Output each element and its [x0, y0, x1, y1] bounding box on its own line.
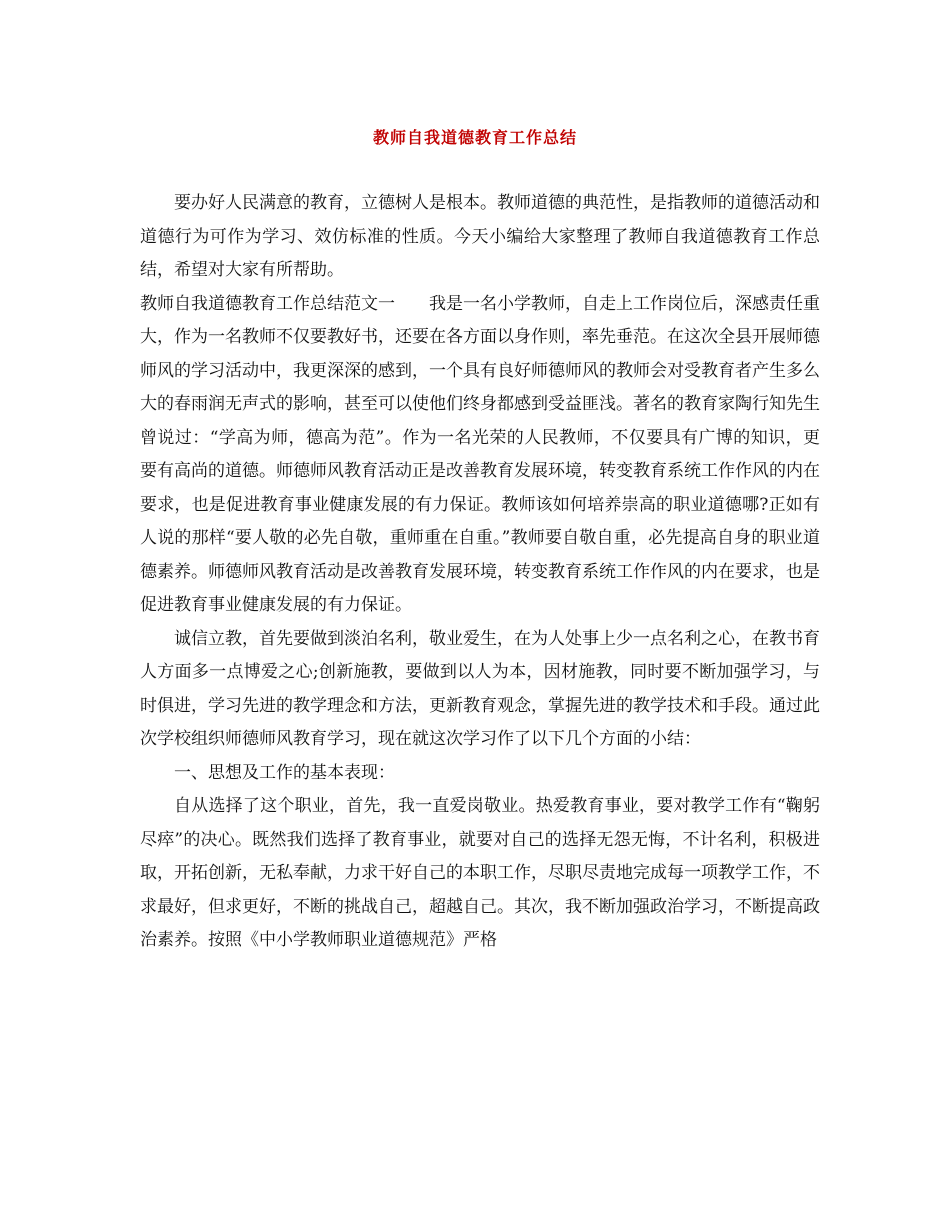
paragraph-intro: 要办好人民满意的教育，立德树人是根本。教师道德的典范性，是指教师的道德活动和道德行为可作为学习、效仿标准的性质。今天小编给大家整理了教师自我道德教育工作总结，希望对大家有所帮助。 — [140, 193, 820, 280]
paragraph-integrity: 诚信立教，首先要做到淡泊名利，敬业爱生，在为人处事上少一点名利之心，在教书育人方面多一点博爱之心;创新施教，要做到以人为本，因材施教，同时要不断加强学习，与时俱进，学习先进的教学理念和方法，更新教育观念，掌握先进的教学技术和手段。通过此次学校组织师德师风教育学习，现在就这次学习作了以下几个方面的小结： — [140, 628, 820, 749]
document-body — [140, 187, 820, 958]
paragraph-dedication: 自从选择了这个职业，首先，我一直爱岗敬业。热爱教育事业，要对教学工作有“鞠躬尽瘁”的决心。既然我们选择了教育事业，就要对自己的选择无怨无悔，不计名利，积极进取，开拓创新，无私奉献，力求干好自己的本职工作，尽职尽责地完成每一项教学工作，不求最好，但求更好，不断的挑战自己，超越自己。其次，我不断加强政治学习，不断提高政治素养。按照《中小学教师职业道德规范》严格 — [140, 796, 820, 950]
document-title: 教师自我道德教育工作总结 — [372, 128, 577, 147]
paragraph-sample-one: 教师自我道德教育工作总结范文一 我是一名小学教师，自走上工作岗位后，深感责任重大，作为一名教师不仅要教好书，还要在各方面以身作则，率先垂范。在这次全县开展师德师风的学习活动中，我更深深的感到，一个具有良好师德师风的教师会对受教育者产生多么大的春雨润无声式的影响，甚至可以使他们终身都感到受益匪浅。著名的教育家陶行知先生曾说过：“学高为师，德高为范”。作为一名光荣的人民教师，不仅要具有广博的知识，更要有高尚的道德。师德师风教育活动正是改善教育发展环境，转变教育系统工作作风的内在要求，也是促进教育事业健康发展的有力保证。教师该如何培养崇高的职业道德哪?正如有人说的那样“要人敬的必先自敬，重师重在自重。”教师要自敬自重，必先提高自身的职业道德素养。师德师风教育活动是改善教育发展环境，转变教育系统工作作风的内在要求，也是促进教育事业健康发展的有力保证。 — [140, 293, 820, 615]
section-heading-one: 一、思想及工作的基本表现： — [174, 762, 395, 783]
